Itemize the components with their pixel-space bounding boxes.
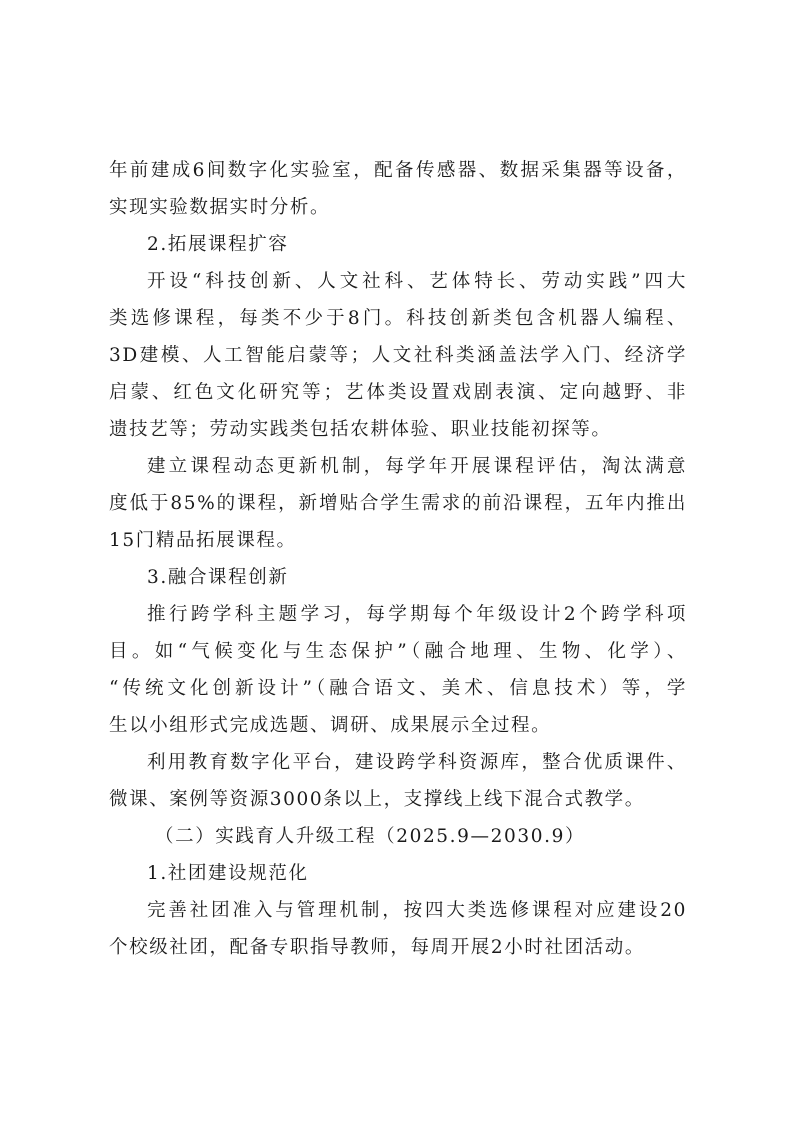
paragraph-line: 个校级社团，配备专职指导教师，每周开展2小时社团活动。 — [109, 937, 645, 958]
document-body — [109, 152, 687, 966]
paragraph-line: 建立课程动态更新机制，每学年开展课程评估，淘汰满意 — [147, 456, 687, 477]
subheading-club-building: 1.社团建设规范化 — [147, 863, 309, 884]
subheading-expand-courses: 2.拓展课程扩容 — [147, 234, 289, 255]
paragraph-line: “传统文化创新设计”（融合语文、美术、信息技术）等，学 — [109, 678, 687, 699]
subheading-integrated-courses: 3.融合课程创新 — [147, 567, 289, 588]
paragraph-line: 生以小组形式完成选题、调研、成果展示全过程。 — [109, 715, 552, 736]
paragraph-line: 实现实验数据实时分析。 — [109, 197, 331, 218]
paragraph-line: 利用教育数字化平台，建设跨学科资源库，整合优质课件、 — [147, 752, 687, 773]
paragraph-line: 遗技艺等；劳动实践类包括农耕体验、职业技能初探等。 — [109, 419, 612, 440]
section-heading-practice: （二）实践育人升级工程（2025.9—2030.9） — [155, 826, 586, 847]
paragraph-line: 推行跨学科主题学习，每学期每个年级设计2个跨学科项 — [147, 604, 687, 625]
paragraph-line: 开设“科技创新、人文社科、艺体特长、劳动实践”四大 — [147, 271, 687, 292]
paragraph-line: 完善社团准入与管理机制，按四大类选修课程对应建设20 — [147, 900, 687, 921]
paragraph-line: 微课、案例等资源3000条以上，支撑线上线下混合式教学。 — [109, 789, 645, 810]
paragraph-line: 年前建成6间数字化实验室，配备传感器、数据采集器等设备， — [109, 160, 687, 181]
paragraph-line: 启蒙、红色文化研究等；艺体类设置戏剧表演、定向越野、非 — [109, 382, 687, 403]
paragraph-line: 目。如“气候变化与生态保护”（融合地理、生物、化学）、 — [109, 641, 687, 662]
paragraph-line: 类选修课程，每类不少于8门。科技创新类包含机器人编程、 — [109, 308, 687, 329]
paragraph-line: 3D建模、人工智能启蒙等；人文社科类涵盖法学入门、经济学 — [109, 345, 687, 366]
paragraph-line: 15门精品拓展课程。 — [109, 530, 297, 551]
paragraph-line: 度低于85%的课程，新增贴合学生需求的前沿课程，五年内推出 — [109, 493, 687, 514]
